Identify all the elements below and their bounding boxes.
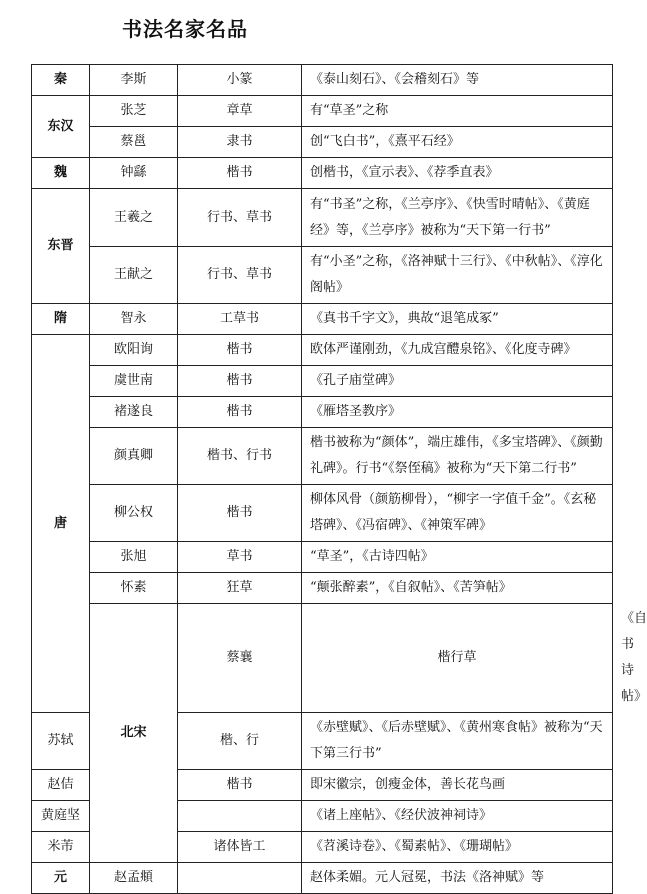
table-row [32,397,613,428]
table-row [32,96,613,127]
calligrapher-name-cell: 王献之 [90,247,178,304]
script-style-cell: 楷书 [178,335,302,366]
works-cell: 有“小圣”之称，《洛神赋十三行》、《中秋帖》、《淳化阁帖》 [302,247,613,304]
script-style-cell: 楷书 [178,158,302,189]
script-style-cell: 楷书、行书 [178,428,302,485]
calligrapher-name-cell: 苏轼 [32,713,90,770]
table-row [32,189,613,247]
works-cell: 赵体柔媚。元人冠冕，书法《洛神赋》等 [302,863,613,894]
works-cell: 欧体严谨刚劲，《九成宫醴泉铭》、《化度寺碑》 [302,335,613,366]
calligrapher-name-cell: 李斯 [90,65,178,96]
works-cell: 创楷书，《宣示表》、《荐季直表》 [302,158,613,189]
calligrapher-name-cell: 蔡襄 [178,604,302,713]
calligrapher-name-cell: 赵佶 [32,770,90,801]
works-cell: 《诸上座帖》、《经伏波神祠诗》 [302,801,613,832]
script-style-cell: 楷、行 [178,713,302,770]
works-cell: 柳体风骨（颜筋柳骨），“柳字一字值千金”。《玄秘塔碑》、《冯宿碑》、《神策军碑》 [302,485,613,542]
script-style-cell [178,863,302,894]
script-style-cell: 章草 [178,96,302,127]
table-row [32,366,613,397]
table-row [32,127,613,158]
script-style-cell: 草书 [178,542,302,573]
works-cell: 即宋徽宗，创瘦金体，善长花鸟画 [302,770,613,801]
table-row [32,335,613,366]
works-cell: 楷书被称为“颜体”，端庄雄伟，《多宝塔碑》、《颜勤礼碑》。行书“《祭侄稿》被称为“天下第二行书” [302,428,613,485]
calligrapher-name-cell: 虞世南 [90,366,178,397]
script-style-cell: 行书、草书 [178,189,302,247]
calligrapher-name-cell: 黄庭坚 [32,801,90,832]
works-cell: 《赤壁赋》、《后赤壁赋》、《黄州寒食帖》被称为“天下第三行书” [302,713,613,770]
table-row [32,65,613,96]
works-cell: 有“草圣”之称 [302,96,613,127]
works-cell: “草圣”，《古诗四帖》 [302,542,613,573]
table-row [32,542,613,573]
calligrapher-name-cell: 张旭 [90,542,178,573]
calligraphy-table [31,64,647,894]
calligrapher-name-cell: 怀素 [90,573,178,604]
dynasty-cell: 元 [32,863,90,894]
script-style-cell [178,801,302,832]
works-cell: 《孔子庙堂碑》 [302,366,613,397]
works-cell: 《泰山刻石》、《会稽刻石》等 [302,65,613,96]
script-style-cell: 楷书 [178,485,302,542]
script-style-cell: 楷行草 [302,604,613,713]
script-style-cell: 楷书 [178,770,302,801]
calligrapher-name-cell: 米芾 [32,832,90,863]
works-cell: “颠张醉素”，《自叙帖》、《苦笋帖》 [302,573,613,604]
calligrapher-name-cell: 褚遂良 [90,397,178,428]
calligrapher-name-cell: 颜真卿 [90,428,178,485]
table-row [32,158,613,189]
calligrapher-name-cell: 赵孟頫 [90,863,178,894]
calligrapher-name-cell: 王羲之 [90,189,178,247]
dynasty-cell: 东汉 [32,96,90,158]
dynasty-cell: 唐 [32,335,90,713]
calligrapher-name-cell: 钟繇 [90,158,178,189]
table-row [32,863,613,894]
calligrapher-name-cell: 蔡邕 [90,127,178,158]
calligrapher-name-cell: 张芝 [90,96,178,127]
script-style-cell: 行书、草书 [178,247,302,304]
script-style-cell: 隶书 [178,127,302,158]
table-row [32,573,613,604]
table-row [32,304,613,335]
calligrapher-name-cell: 柳公权 [90,485,178,542]
dynasty-cell: 魏 [32,158,90,189]
script-style-cell: 楷书 [178,397,302,428]
table-row [32,247,613,304]
works-cell: 《苕溪诗卷》、《蜀素帖》、《珊瑚帖》 [302,832,613,863]
works-cell: 《真书千字文》，典故“退笔成冢” [302,304,613,335]
works-cell: 有“书圣”之称，《兰亭序》、《快雪时晴帖》、《黄庭经》等，《兰亭序》被称为“天下第一行书” [302,189,613,247]
works-cell: 创“飞白书”，《熹平石经》 [302,127,613,158]
dynasty-cell: 隋 [32,304,90,335]
table-row: 北宋 蔡襄 楷行草 《自书诗帖》 [32,604,613,713]
dynasty-cell: 秦 [32,65,90,96]
table-row [32,428,613,485]
dynasty-cell: 北宋 [90,604,178,863]
script-style-cell: 工草书 [178,304,302,335]
page-title: 书法名家名品 [122,17,248,41]
script-style-cell: 狂草 [178,573,302,604]
calligrapher-name-cell: 智永 [90,304,178,335]
works-cell: 《雁塔圣教序》 [302,397,613,428]
script-style-cell: 小篆 [178,65,302,96]
calligrapher-name-cell: 欧阳询 [90,335,178,366]
script-style-cell: 诸体皆工 [178,832,302,863]
table-row [32,485,613,542]
dynasty-cell: 东晋 [32,189,90,304]
script-style-cell: 楷书 [178,366,302,397]
